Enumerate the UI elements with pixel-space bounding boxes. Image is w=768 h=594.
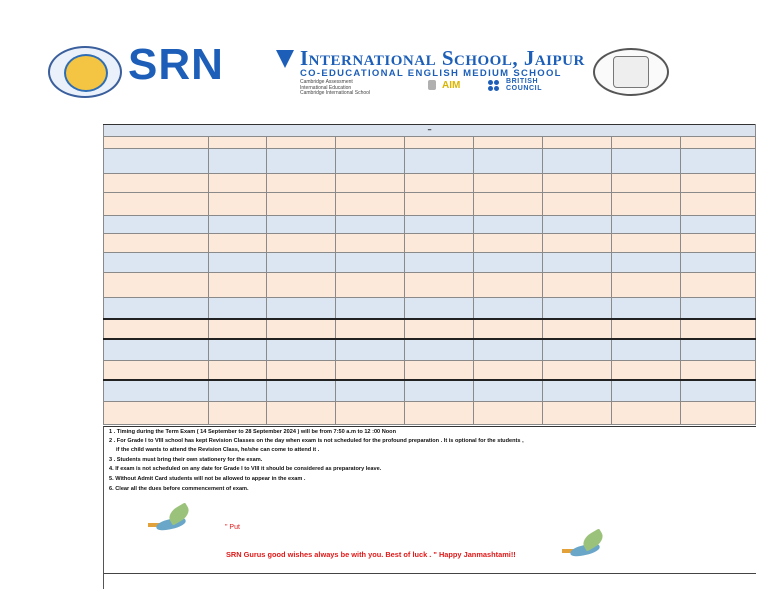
- table-row: [104, 174, 756, 193]
- table-row: [104, 380, 756, 402]
- table-row: [104, 273, 756, 298]
- table-cell: [681, 193, 756, 216]
- table-cell: [209, 402, 267, 425]
- table-cell: [209, 149, 267, 174]
- table-cell: [474, 193, 543, 216]
- table-cell: [267, 253, 336, 273]
- table-cell: [405, 137, 474, 149]
- exam-note-6: 5. Without Admit Card students will not be allowed to appear in the exam .: [109, 476, 306, 482]
- table-title: –: [104, 125, 756, 137]
- table-cell: [474, 174, 543, 193]
- table-row: [104, 361, 756, 381]
- table-cell: [104, 273, 209, 298]
- table-cell: [681, 339, 756, 361]
- table-cell: [612, 253, 681, 273]
- table-cell: [104, 253, 209, 273]
- table-cell: [405, 402, 474, 425]
- table-cell: [104, 402, 209, 425]
- table-cell: [336, 319, 405, 339]
- table-cell: [209, 380, 267, 402]
- table-cell: [405, 216, 474, 234]
- board-seal-logo: [593, 48, 669, 96]
- table-cell: [209, 253, 267, 273]
- table-cell: [543, 402, 612, 425]
- table-cell: [104, 339, 209, 361]
- exam-note-1: 1 . Timing during the Term Exam ( 14 September to 28 September 2024 ) will be from 7:50 a.m to 12 :00 Noon: [109, 429, 397, 435]
- table-cell: [474, 273, 543, 298]
- logo-triangle-icon: [276, 50, 294, 68]
- aim-logo: AIM: [442, 80, 461, 91]
- cambridge-line-3: Cambridge International School: [300, 90, 371, 96]
- notes-bottom-border: [104, 573, 756, 574]
- table-cell: [336, 380, 405, 402]
- exam-note-4: 3 . Students must bring their own stationery for the exam.: [109, 457, 263, 463]
- school-name: International School, Jaipur: [300, 46, 585, 70]
- srn-logo-text: SRN: [128, 40, 224, 89]
- table-cell: [474, 339, 543, 361]
- table-cell: [405, 273, 474, 298]
- cambridge-affiliation: [300, 80, 370, 97]
- table-cell: [104, 174, 209, 193]
- table-cell: [336, 361, 405, 381]
- table-cell: [612, 361, 681, 381]
- table-cell: [336, 149, 405, 174]
- table-cell: [267, 149, 336, 174]
- table-cell: [209, 319, 267, 339]
- table-cell: [209, 137, 267, 149]
- table-row: [104, 149, 756, 174]
- table-cell: [612, 298, 681, 320]
- table-cell: [681, 319, 756, 339]
- table-cell: [612, 234, 681, 253]
- table-cell: [681, 149, 756, 174]
- table-cell: [543, 380, 612, 402]
- table-cell: [336, 193, 405, 216]
- table-cell: [104, 298, 209, 320]
- table-cell: [612, 193, 681, 216]
- table-cell: [405, 234, 474, 253]
- table-cell: [267, 193, 336, 216]
- table-cell: [681, 380, 756, 402]
- cambridge-line-1: Cambridge Assessment: [300, 79, 353, 85]
- table-cell: [336, 216, 405, 234]
- table-cell: [405, 361, 474, 381]
- table-cell: [405, 149, 474, 174]
- table-cell: [405, 193, 474, 216]
- school-tagline: CO-EDUCATIONAL ENGLISH MEDIUM SCHOOL: [300, 68, 562, 79]
- table-cell: [104, 137, 209, 149]
- table-cell: [104, 149, 209, 174]
- table-cell: [405, 319, 474, 339]
- national-emblem-icon: [428, 80, 436, 90]
- table-cell: [543, 319, 612, 339]
- table-cell: [543, 298, 612, 320]
- table-cell: [209, 339, 267, 361]
- table-cell: [681, 361, 756, 381]
- table-cell: [543, 193, 612, 216]
- table-row: [104, 402, 756, 425]
- table-cell: [336, 137, 405, 149]
- table-cell: [681, 273, 756, 298]
- table-cell: [336, 298, 405, 320]
- table-cell: [474, 137, 543, 149]
- table-cell: [267, 216, 336, 234]
- put-text: " Put: [225, 524, 240, 531]
- cambridge-line-2: International Education: [300, 84, 352, 91]
- table-row: [104, 319, 756, 339]
- table-row: [104, 216, 756, 234]
- exam-note-3: if the child wants to attend the Revision Class, he/she can come to attend it .: [116, 447, 320, 453]
- table-cell: [336, 339, 405, 361]
- exam-note-7: 6. Clear all the dues before commencement of exam.: [109, 486, 249, 492]
- table-cell: [612, 273, 681, 298]
- table-cell: [612, 380, 681, 402]
- table-cell: [474, 361, 543, 381]
- british-council-dots-icon: [488, 80, 504, 90]
- table-cell: [681, 253, 756, 273]
- table-cell: [612, 402, 681, 425]
- table-cell: [336, 402, 405, 425]
- table-cell: [474, 234, 543, 253]
- table-cell: [405, 174, 474, 193]
- table-cell: [267, 273, 336, 298]
- exam-notes-section: [103, 426, 756, 589]
- table-cell: [474, 253, 543, 273]
- table-cell: [209, 216, 267, 234]
- table-cell: [267, 361, 336, 381]
- table-cell: [681, 402, 756, 425]
- table-cell: [543, 361, 612, 381]
- good-wishes-message: SRN Gurus good wishes always be with you. Best of luck . " Happy Janmashtami!!: [226, 550, 516, 559]
- table-cell: [336, 234, 405, 253]
- table-cell: [209, 174, 267, 193]
- table-cell: [267, 339, 336, 361]
- table-cell: [209, 298, 267, 320]
- table-cell: [612, 339, 681, 361]
- table-cell: [543, 149, 612, 174]
- table-cell: [104, 193, 209, 216]
- table-cell: [612, 174, 681, 193]
- table-cell: [681, 234, 756, 253]
- table-row: [104, 234, 756, 253]
- table-cell: [681, 216, 756, 234]
- exam-note-5: 4. If exam is not scheduled on any date for Grade I to VIII it should be considered as preparatory leave.: [109, 466, 382, 472]
- table-row: [104, 253, 756, 273]
- table-cell: [405, 339, 474, 361]
- table-cell: [209, 193, 267, 216]
- table-cell: [474, 319, 543, 339]
- table-cell: [612, 149, 681, 174]
- school-header: [48, 40, 668, 100]
- table-cell: [474, 216, 543, 234]
- table-cell: [543, 174, 612, 193]
- table-cell: [612, 137, 681, 149]
- table-row: [104, 137, 756, 149]
- table-cell: [543, 273, 612, 298]
- table-cell: [267, 319, 336, 339]
- table-cell: [209, 273, 267, 298]
- table-cell: [209, 234, 267, 253]
- table-cell: [474, 149, 543, 174]
- table-cell: [209, 361, 267, 381]
- table-cell: [681, 137, 756, 149]
- school-seal-logo: [48, 46, 122, 98]
- table-cell: [336, 174, 405, 193]
- table-title-row: [104, 125, 756, 137]
- exam-note-2: 2 . For Grade I to VIII school has kept Revision Classes on the day when exam is not scheduled for the profound preparation . It is optional for the students ,: [109, 438, 524, 444]
- table-cell: [267, 380, 336, 402]
- table-cell: [336, 273, 405, 298]
- table-cell: [612, 216, 681, 234]
- table-cell: [267, 137, 336, 149]
- table-cell: [267, 402, 336, 425]
- table-row: [104, 298, 756, 320]
- table-row: [104, 339, 756, 361]
- table-cell: [405, 380, 474, 402]
- table-cell: [681, 174, 756, 193]
- table-cell: [681, 298, 756, 320]
- table-cell: [543, 339, 612, 361]
- table-cell: [104, 216, 209, 234]
- table-cell: [612, 319, 681, 339]
- british-council-line-1: BRITISH: [506, 78, 539, 85]
- table-cell: [543, 234, 612, 253]
- table-cell: [104, 234, 209, 253]
- table-cell: [405, 298, 474, 320]
- exam-schedule-table: [103, 124, 756, 425]
- table-cell: [543, 216, 612, 234]
- table-cell: [104, 319, 209, 339]
- table-cell: [474, 380, 543, 402]
- table-cell: [267, 298, 336, 320]
- table-cell: [267, 234, 336, 253]
- table-cell: [474, 402, 543, 425]
- table-cell: [543, 137, 612, 149]
- british-council-logo: [506, 78, 542, 92]
- table-cell: [543, 253, 612, 273]
- table-cell: [104, 361, 209, 381]
- table-cell: [104, 380, 209, 402]
- table-cell: [267, 174, 336, 193]
- table-cell: [474, 298, 543, 320]
- british-council-line-2: COUNCIL: [506, 85, 543, 92]
- table-cell: [405, 253, 474, 273]
- table-cell: [336, 253, 405, 273]
- table-row: [104, 193, 756, 216]
